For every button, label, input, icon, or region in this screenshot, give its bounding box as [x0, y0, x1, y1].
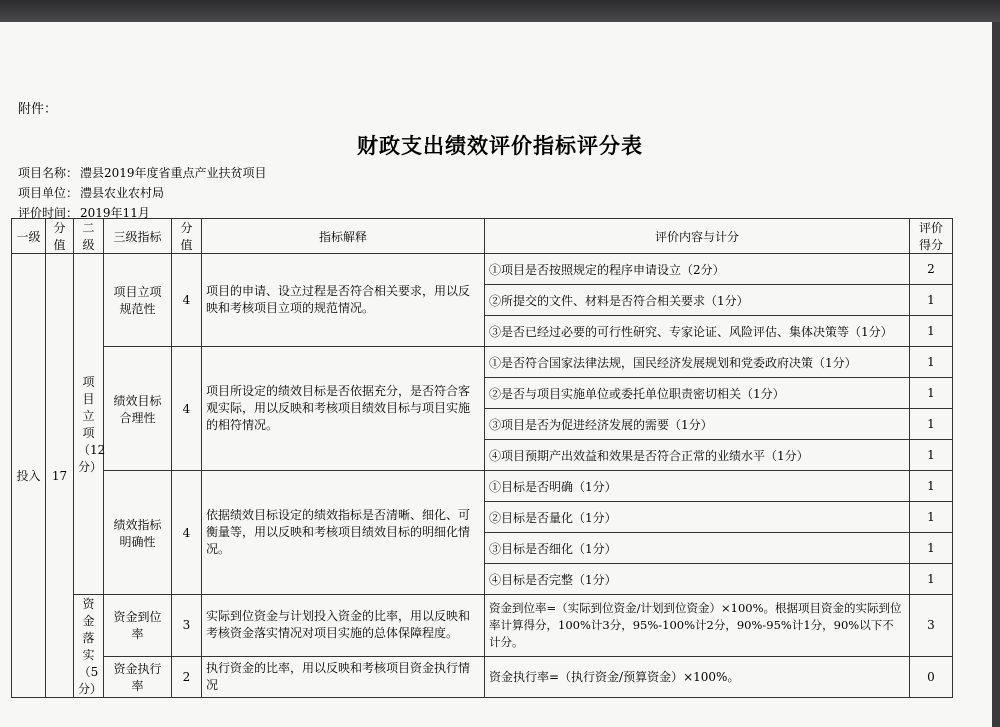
item-score: 1	[910, 316, 953, 347]
level1-score: 17	[46, 254, 74, 698]
project-unit-line	[18, 184, 166, 201]
level3-name: 项目立项规范性	[104, 254, 172, 347]
criteria-item: ②目标是否量化（1分）	[485, 502, 910, 533]
indicator-explanation: 项目的申请、设立过程是否符合相关要求，用以反映和考核项目立项的规范情况。	[202, 254, 485, 347]
criteria-item: ②是否与项目实施单位或委托单位职责密切相关（1分）	[485, 378, 910, 409]
item-score: 1	[910, 378, 953, 409]
item-score: 1	[910, 533, 953, 564]
item-score: 2	[910, 254, 953, 285]
indicator-explanation: 项目所设定的绩效目标是否依据充分，是否符合客观实际，用以反映和考核项目绩效目标与项目实施的相符情况。	[202, 347, 485, 471]
eval-time-label: 评价时间：	[18, 206, 79, 220]
header-level2: 二级	[74, 219, 104, 254]
project-unit: 澧县农业农村局	[80, 186, 165, 200]
level1-name: 投入	[12, 254, 46, 698]
criteria-item: ③项目是否为促进经济发展的需要（1分）	[485, 409, 910, 440]
criteria-item: ④项目预期产出效益和效果是否符合正常的业绩水平（1分）	[485, 440, 910, 471]
criteria-item: ①是否符合国家法律法规，国民经济发展规划和党委政府决策（1分）	[485, 347, 910, 378]
table-row	[12, 656, 953, 697]
level3-name: 绩效目标合理性	[104, 347, 172, 471]
criteria-item: 资金执行率=（执行资金/预算资金）×100%。	[485, 656, 910, 697]
level3-score: 2	[172, 656, 202, 697]
level3-name: 资金执行率	[104, 656, 172, 697]
item-score: 3	[910, 595, 953, 657]
table-header-row	[12, 219, 953, 254]
project-name-line	[18, 164, 269, 181]
level3-name: 绩效指标明确性	[104, 471, 172, 595]
item-score: 1	[910, 564, 953, 595]
eval-time: 2019年11月	[80, 206, 150, 220]
level2-name: 项目立项（12分）	[74, 254, 104, 595]
level3-score: 4	[172, 254, 202, 347]
criteria-item: ③目标是否细化（1分）	[485, 533, 910, 564]
header-score1: 分值	[46, 219, 74, 254]
criteria-item: ④目标是否完整（1分）	[485, 564, 910, 595]
item-score: 0	[910, 656, 953, 697]
project-name: 澧县2019年度省重点产业扶贫项目	[80, 166, 267, 180]
table-row	[12, 347, 953, 378]
indicator-explanation: 实际到位资金与计划投入资金的比率，用以反映和考核资金落实情况对项目实施的总体保障程度。	[202, 595, 485, 657]
item-score: 1	[910, 285, 953, 316]
indicator-explanation: 执行资金的比率，用以反映和考核项目资金执行情况	[202, 656, 485, 697]
criteria-item: ③是否已经过必要的可行性研究、专家论证、风险评估、集体决策等（1分）	[485, 316, 910, 347]
level2-name: 资金落实（5分）	[74, 595, 104, 698]
criteria-item: ②所提交的文件、材料是否符合相关要求（1分）	[485, 285, 910, 316]
item-score: 1	[910, 471, 953, 502]
criteria-item: ①目标是否明确（1分）	[485, 471, 910, 502]
header-criteria: 评价内容与计分	[485, 219, 910, 254]
level3-score: 4	[172, 471, 202, 595]
indicator-explanation: 依据绩效目标设定的绩效指标是否清晰、细化、可衡量等，用以反映和考核项目绩效目标的明细化情况。	[202, 471, 485, 595]
project-unit-label: 项目单位：	[18, 186, 79, 200]
item-score: 1	[910, 409, 953, 440]
level3-score: 4	[172, 347, 202, 471]
scanner-edge	[0, 0, 1000, 22]
header-explanation: 指标解释	[202, 219, 485, 254]
page-title: 财政支出绩效评价指标评分表	[357, 133, 643, 158]
project-name-label: 项目名称：	[18, 166, 79, 180]
header-score3: 分值	[172, 219, 202, 254]
level3-name: 资金到位率	[104, 595, 172, 657]
item-score: 1	[910, 347, 953, 378]
criteria-item: 资金到位率=（实际到位资金/计划到位资金）×100%。根据项目资金的实际到位率计算得分，100%计3分，95%-100%计2分，90%-95%计1分，90%以下不计分。	[485, 595, 910, 657]
table-row	[12, 254, 953, 285]
header-level3: 三级指标	[104, 219, 172, 254]
header-level1: 一级	[12, 219, 46, 254]
table-row	[12, 595, 953, 657]
item-score: 1	[910, 440, 953, 471]
table-row	[12, 471, 953, 502]
header-result: 评价得分	[910, 219, 953, 254]
item-score: 1	[910, 502, 953, 533]
level3-score: 3	[172, 595, 202, 657]
attachment-label: 附件：	[18, 102, 58, 117]
score-table	[11, 218, 953, 698]
criteria-item: ①项目是否按照规定的程序申请设立（2分）	[485, 254, 910, 285]
